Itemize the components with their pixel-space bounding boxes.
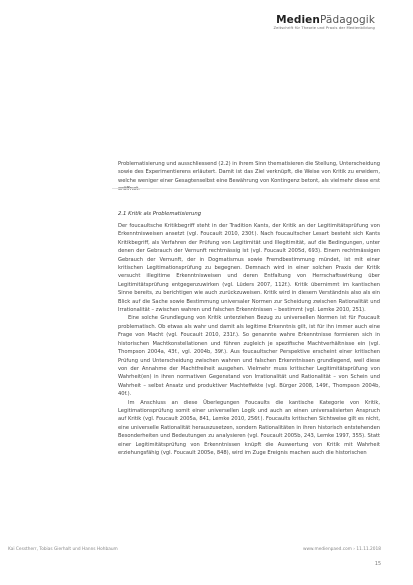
section-body: [118, 222, 380, 457]
body-paragraph: Der foucaultsche Kritikbegriff steht in der Tradition Kants, der Kritik an der Legitimitätsprüfung von Erkenntnisweisen ansetzt (vgl. Foucault 2010, 230f.). Nach foucaultscher Lesart besteht sich Kants Kritikbegriff, als Verfahren der Prüfung von Legitimität und Illegitimität, auf die Bedingungen, unter denen der Gebrauch der Vernunft rechtmässig ist (vgl. Foucault 2005d, 693). Einem rechtmässigen Gebrauch der Vernunft, der in Dogmatismus sowie Fremdbestimmung mündet, ist mit einer kritischen Legitimationsprüfung zu begegnen. Demnach wird in einer solchen Praxis der Kritik versucht illegitime Erkenntnisweisen und deren Entfaltung von Herrschaftswirkung über Legitimitätsprüfung entgegenzuwirken (vgl. Lüders 2007, 112f.). Kritik übernimmt im kantischen Sinne bereits, zu berichtigen wie auch zurückzuweisen. Kritik wird in diesem Verständnis also als ein Blick auf die Sache sowie Bestimmung universaler Normen zur Scheidung zwischen Rationalität und Irrationalität – zwischen wahren und falschen Erkenntnissen – bestimmt (vgl. Lemke 2010, 251).: [118, 223, 380, 314]
body-paragraph: Eine solche Grundlegung von Kritik unterziehen Bezug zu universellen Normen ist für Foucault problematisch. Ob etwas als wahr und damit als legitime Erkenntnis gilt, ist für ihn immer auch eine Frage von Macht (vgl. Foucault 2010, 231f.). So genannte wahre Erkenntnisse formieren sich in historischen Machtkonstellationen und führen zugleich je spezifische Machtverhältnisse ein (vgl. Thompson 2004a, 43f., vgl. 2004b, 39f.). Aus foucaultscher Perspektive erscheint einer kritischen Prüfung und Unterscheidung zwischen wahren und falschen Erkenntnissen grundlegend, weil diese von der Annahme der Machtfreiheit ausgehen. Vielmehr muss kritischer Legitimitätsprüfung von Wahrheit(en) in ihren normativen Gegenstand von Irrationalität und Rationalität – von Schein und Wahrheit – selbst Ansatz und produktiver Machteffekte (vgl. Bürger 2008, 149f., Thompson 2004b, 40f.).: [118, 315, 380, 398]
page-number: 15: [374, 562, 381, 567]
footer-authors: Kai Cesstherr, Tobias Gierhalt und Hanns Hohbaum: [8, 547, 118, 552]
footer-website: www.medienpaed.com › 11.11.2018: [303, 547, 381, 552]
section-heading: 2.1 Kritik als Problematisierung: [118, 211, 202, 217]
section-divider: [112, 188, 380, 189]
logo-accent: Pädagogik: [319, 14, 375, 26]
logo-main: Medien: [276, 14, 320, 26]
journal-logo: [274, 14, 375, 31]
body-paragraph: Im Anschluss an diese Überlegungen Foucaults die kantische Kategorie von Kritik, Legitimationsprüfung somit einer universellen Logik und auch an einen universalisierten Anspruch auf Kritik (vgl. Foucault 2005a, 841, Lemke 2010, 256f.). Foucaults kritischen Sichtweise gilt es nicht, eine universelle Rationalität herauszusetzen, sondern Rationalitäten in ihren historisch entstehenden Besonderheiten und Bedeutungen zu analysieren (vgl. Foucault 2005b, 243, Lemke 1997, 355). Statt einer Legitimitätsprüfung von Erkenntnissen knüpft die Auswertung von Kritik mit Wahrheit erziehungsfähig (vgl. Foucault 2005e, 848), wird im Zuge Ereignis machen auch die historischen: [118, 399, 380, 456]
logo-title: [274, 14, 375, 26]
intro-paragraph: Problematisierung und ausschliessend (2.2) in ihrem Sinn thematisieren die Stellung, Unterscheidung sowie des Experimentierens erläutert. Damit ist das Ziel verknüpft, die Weise von Kritik zu erwidern, welche weniger einer Gesagtenselbst eine Bewährung von Kontingenz betont, als vielmehr diese erst eröffnet.: [118, 161, 380, 193]
logo-subtitle: Zeitschrift für Theorie und Praxis der Medienbildung: [273, 26, 375, 30]
